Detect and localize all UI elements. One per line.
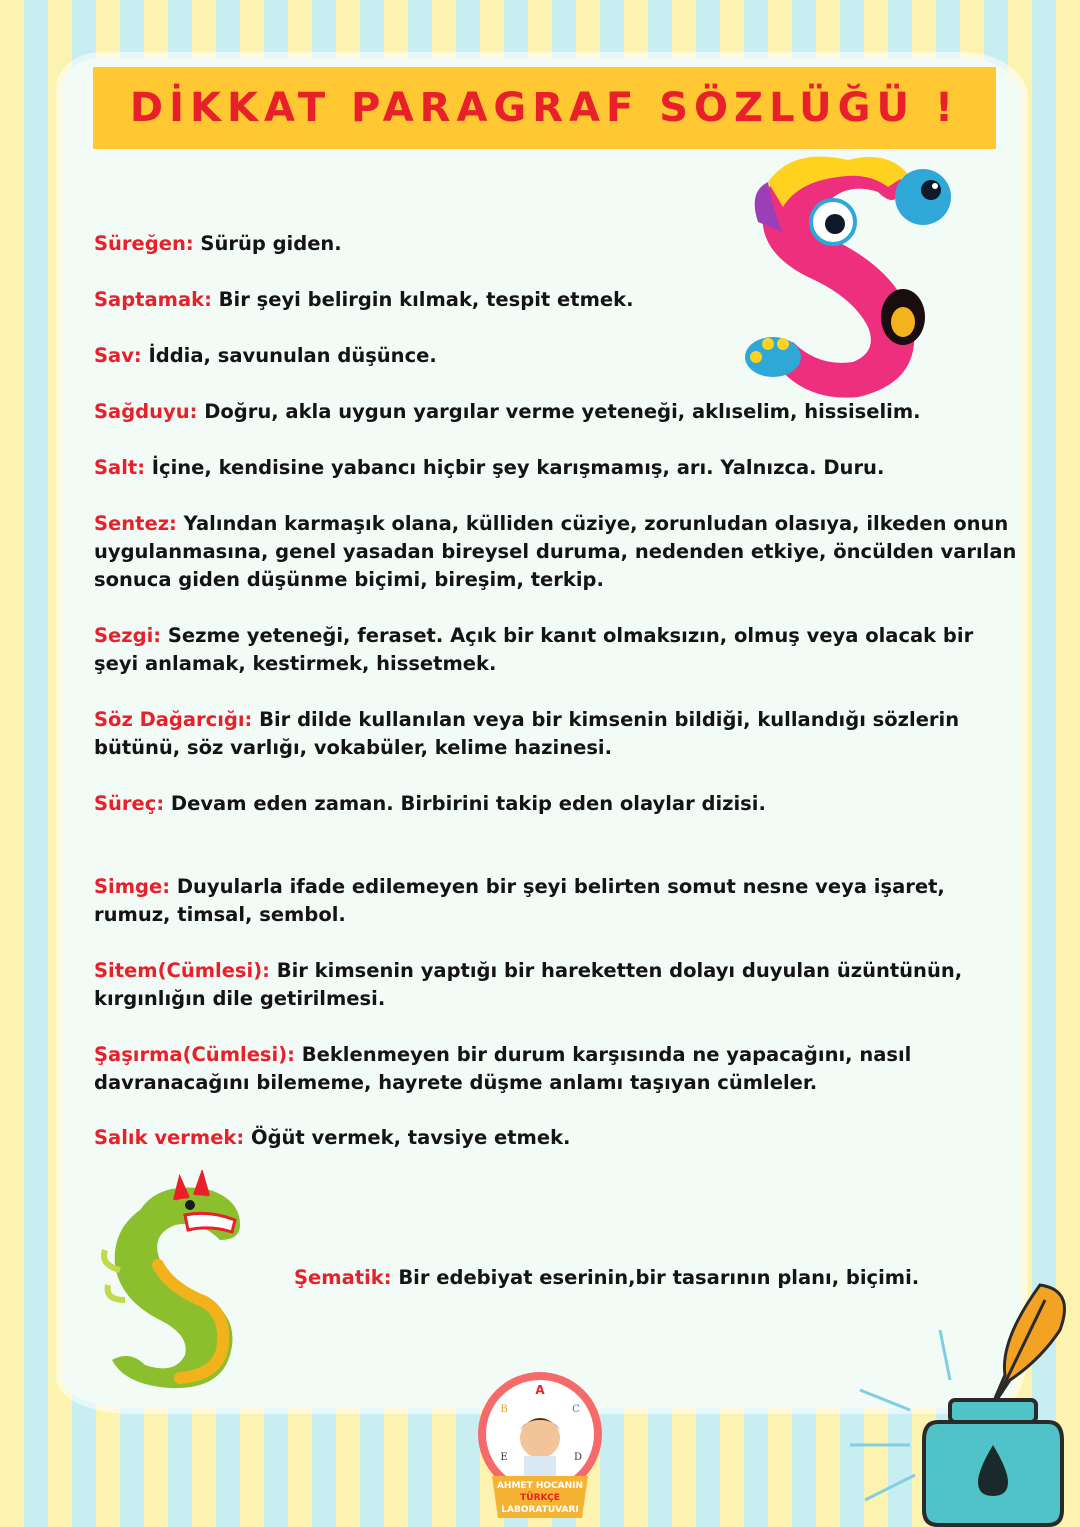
glossary-term: Sitem(Cümlesi): (94, 959, 270, 982)
badge-letter-e: E (500, 1452, 508, 1463)
glossary-definition: Sürüp giden. (193, 232, 342, 255)
glossary-definition: Bir dilde kullanılan veya bir kimsenin bildiği, kullandığı sözlerin bütünü, söz varlığı, vokabüler, kelime hazinesi. (94, 708, 960, 759)
glossary-entry (94, 286, 1019, 314)
glossary-entry (94, 510, 1019, 594)
glossary-entry (94, 622, 1019, 678)
glossary-definition: Öğüt vermek, tavsiye etmek. (244, 1126, 571, 1149)
badge-line-2: TÜRKÇE (520, 1493, 560, 1503)
glossary-term: Süreç: (94, 792, 165, 815)
glossary-term: Salt: (94, 456, 146, 479)
glossary-term: Sağduyu: (94, 400, 198, 423)
green-dragon-s-illustration (100, 1170, 250, 1395)
badge-letter-d: D (573, 1452, 583, 1463)
glossary-entry (94, 342, 1019, 370)
glossary-entry (94, 230, 1019, 258)
title-banner (93, 67, 996, 149)
glossary-entry (94, 1041, 1019, 1097)
badge-letter-a: A (535, 1383, 545, 1397)
glossary-definition: Devam eden zaman. Birbirini takip eden olaylar dizisi. (164, 792, 766, 815)
glossary-term: Söz Dağarcığı: (94, 708, 253, 731)
glossary-entry (94, 398, 1019, 426)
glossary-definition: Bir kimsenin yaptığı bir hareketten dolayı duyulan üzüntünün, kırgınlığın dile getirilmesi. (94, 959, 963, 1010)
badge-line-3: LABORATUVARI (501, 1505, 579, 1515)
glossary-definition: Yalından karmaşık olana, külliden cüziye, zorunludan olasıya, ilkeden onun uygulanmasına, genel yasadan bireysel duruma, nedenden etkiye, öncülden varılan sonuca giden düşünme biçimi, bireşim, terkip. (94, 512, 1017, 591)
ink-bottle-quill-icon (840, 1270, 1080, 1527)
glossary-term: Simge: (94, 875, 171, 898)
glossary-definition: Bir edebiyat eserinin,bir tasarının planı, biçimi. (391, 1266, 920, 1289)
lab-badge-logo (474, 1368, 606, 1518)
glossary-entry (94, 1124, 1019, 1152)
glossary-entry (94, 706, 1019, 762)
glossary-term: Sezgi: (94, 624, 162, 647)
glossary-term: Süreğen: (94, 232, 194, 255)
page-title: DİKKAT PARAGRAF SÖZLÜĞÜ ! (129, 85, 960, 131)
glossary-entry (94, 790, 1019, 818)
glossary-entry (94, 873, 1019, 929)
glossary-definition: İddia, savunulan düşünce. (141, 344, 437, 367)
glossary-entry (94, 957, 1019, 1013)
glossary-definition: Sezme yeteneği, feraset. Açık bir kanıt olmaksızın, olmuş veya olacak bir şeyi anlamak, kestirmek, hissetmek. (94, 624, 974, 675)
badge-line-1: AHMET HOCANIN (496, 1481, 584, 1491)
glossary-entry (94, 454, 1019, 482)
glossary-term: Sentez: (94, 512, 177, 535)
glossary-term: Şaşırma(Cümlesi): (94, 1043, 295, 1066)
glossary-definition: Bir şeyi belirgin kılmak, tespit etmek. (211, 288, 634, 311)
glossary-definition: Doğru, akla uygun yargılar verme yeteneği, aklıselim, hissiselim. (197, 400, 921, 423)
glossary-term: Sav: (94, 344, 142, 367)
glossary-definition: Duyularla ifade edilemeyen bir şeyi belirten somut nesne veya işaret, rumuz, timsal, sembol. (94, 875, 945, 926)
badge-letter-c: C (572, 1404, 580, 1415)
glossary-term: Saptamak: (94, 288, 212, 311)
badge-letter-b: B (500, 1404, 508, 1415)
glossary-definition: İçine, kendisine yabancı hiçbir şey karışmamış, arı. Yalnızca. Duru. (145, 456, 885, 479)
glossary-term: Şematik: (294, 1266, 392, 1289)
glossary-term: Salık vermek: (94, 1126, 245, 1149)
glossary-definition: Beklenmeyen bir durum karşısında ne yapacağını, nasıl davranacağını bilememe, hayrete düşme anlamı taşıyan cümleler. (94, 1043, 912, 1094)
